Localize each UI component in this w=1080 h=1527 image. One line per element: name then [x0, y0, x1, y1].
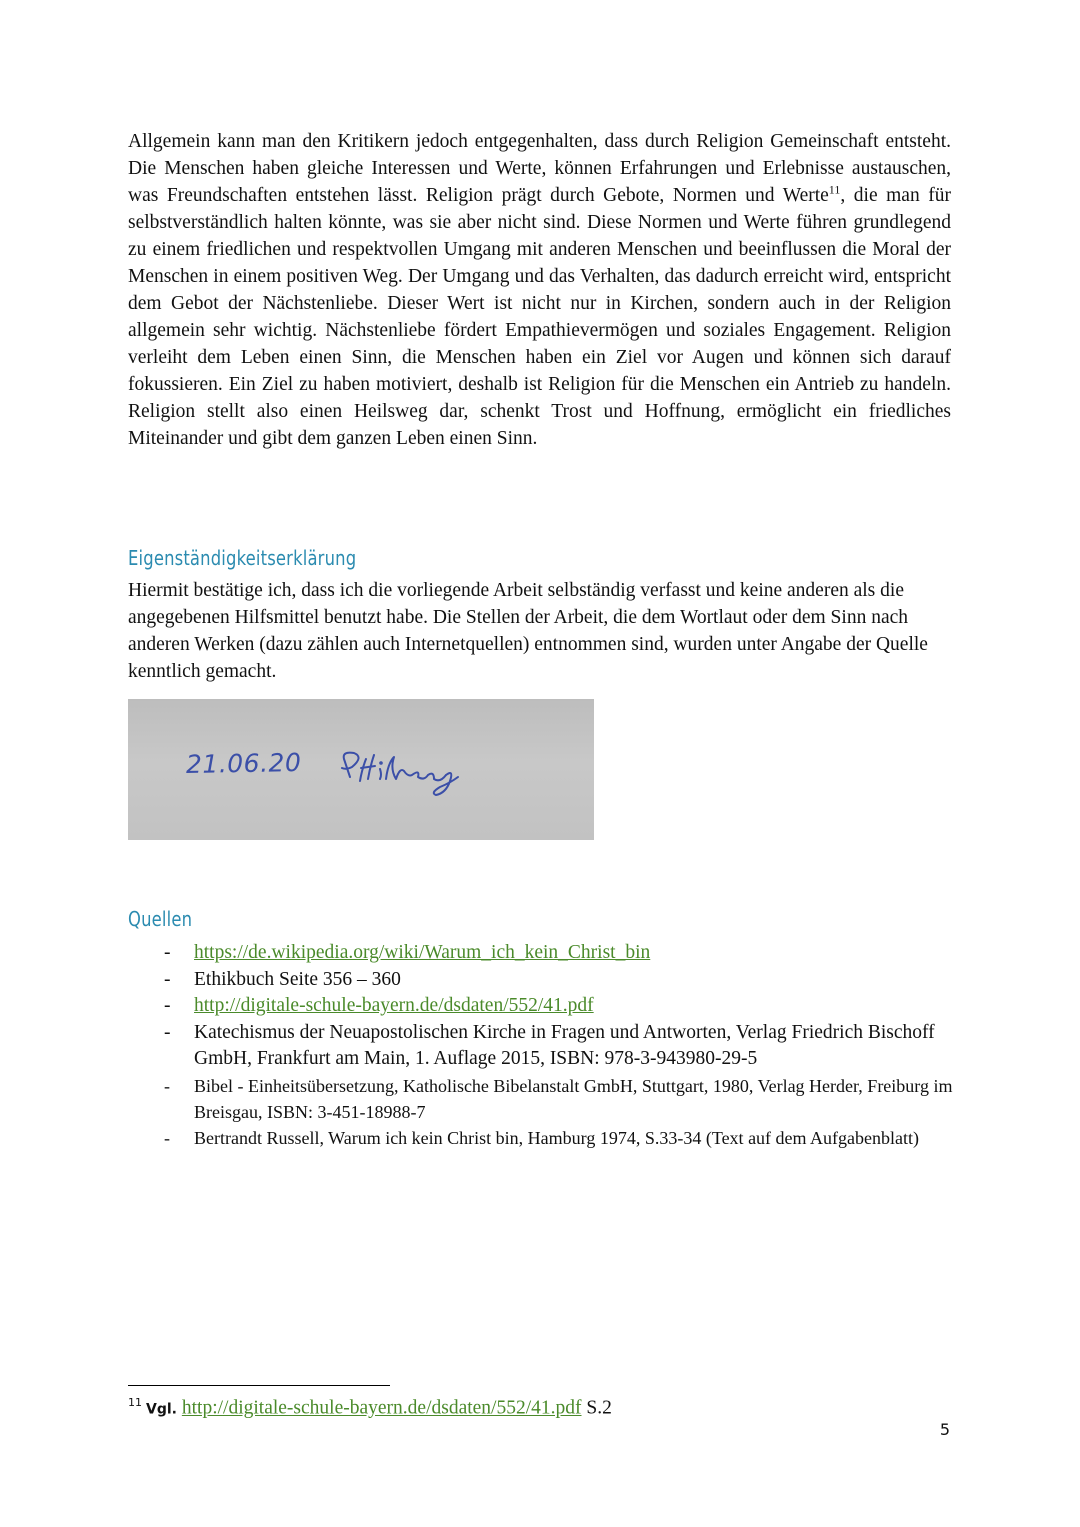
source-item	[128, 940, 958, 967]
page-number: 5	[939, 1420, 950, 1439]
footnote	[128, 1396, 612, 1420]
source-item	[128, 993, 958, 1020]
footnote-number: 11	[128, 1396, 142, 1409]
sources-list	[128, 940, 958, 1151]
footnote-link[interactable]: http://digitale-schule-bayern.de/dsdaten/552/41.pdf	[181, 1397, 582, 1419]
footnote-separator	[128, 1385, 390, 1386]
footnote-suffix: S.2	[581, 1397, 612, 1419]
declaration-heading: Eigenständigkeitserklärung	[128, 546, 357, 570]
footnote-reference: 11	[828, 182, 841, 197]
source-item: - Ethikbuch Seite 356 – 360	[128, 967, 958, 994]
paragraph-text-part-2: , die man für selbstverständlich halten könnte, was sie aber nicht sind. Diese Normen und Werte führen grundlegend zu einem friedlichen und respektvollen Umgang mit anderen Menschen und beeinflussen die Moral der Menschen in einem positiven Weg. Der Umgang und das Verhalten, das dadurch erreicht wird, entspricht dem Gebot der Nächstenliebe. Dieser Wert ist nicht nur in Kirchen, sondern auch in der Religion allgemein sehr wichtig. Nächstenliebe fördert Empathievermögen und soziales Engagement. Religion verleiht dem Leben einen Sinn, die Menschen haben ein Ziel vor Augen und können sich darauf fokussieren. Ein Ziel zu haben motiviert, deshalb ist Religion für die Menschen ein Antrieb zu handeln. Religion stellt also einen Heilsweg dar, schenkt Trost und Hoffnung, ermöglicht ein friedliches Miteinander und gibt dem ganzen Leben einen Sinn.	[128, 185, 951, 449]
source-item: - Bertrandt Russell, Warum ich kein Christ bin, Hamburg 1974, S.33-34 (Text auf dem Aufgabenblatt)	[128, 1125, 958, 1151]
main-paragraph	[128, 128, 951, 452]
signature-date: 21.06.20	[185, 747, 302, 780]
source-link-digitale-schule[interactable]: http://digitale-schule-bayern.de/dsdaten/552/41.pdf	[194, 995, 594, 1016]
declaration-text: Hiermit bestätige ich, dass ich die vorliegende Arbeit selbständig verfasst und keine anderen als die angegebenen Hilfsmittel benutzt habe. Die Stellen der Arbeit, die dem Wortlaut oder dem Sinn nach anderen Werken (dazu zählen auch Internetquellen) entnommen sind, wurden unter Angabe der Quelle kenntlich gemacht.	[128, 580, 928, 682]
sources-heading: Quellen	[128, 907, 193, 931]
source-link-wikipedia[interactable]: https://de.wikipedia.org/wiki/Warum_ich_kein_Christ_bin	[194, 942, 651, 963]
signature-photo	[128, 699, 594, 840]
footnote-prefix: Vgl.	[146, 1401, 177, 1418]
source-item: - Bibel - Einheitsübersetzung, Katholische Bibelanstalt GmbH, Stuttgart, 1980, Verlag Herder, Freiburg im Breisgau, ISBN: 3-451-18988-7	[128, 1073, 958, 1125]
paragraph-text-part-1: Allgemein kann man den Kritikern jedoch entgegenhalten, dass durch Religion Gemeinschaft entsteht. Die Menschen haben gleiche Interessen und Werte, können Erfahrungen und Erlebnisse austauschen, was Freundschaften entstehen lässt. Religion prägt durch Gebote, Normen und Werte	[128, 131, 951, 206]
source-item: - Katechismus der Neuapostolischen Kirche in Fragen und Antworten, Verlag Friedrich Bischoff GmbH, Frankfurt am Main, 1. Auflage 2015, ISBN: 978-3-943980-29-5	[128, 1020, 958, 1073]
handwritten-signature	[128, 699, 594, 840]
